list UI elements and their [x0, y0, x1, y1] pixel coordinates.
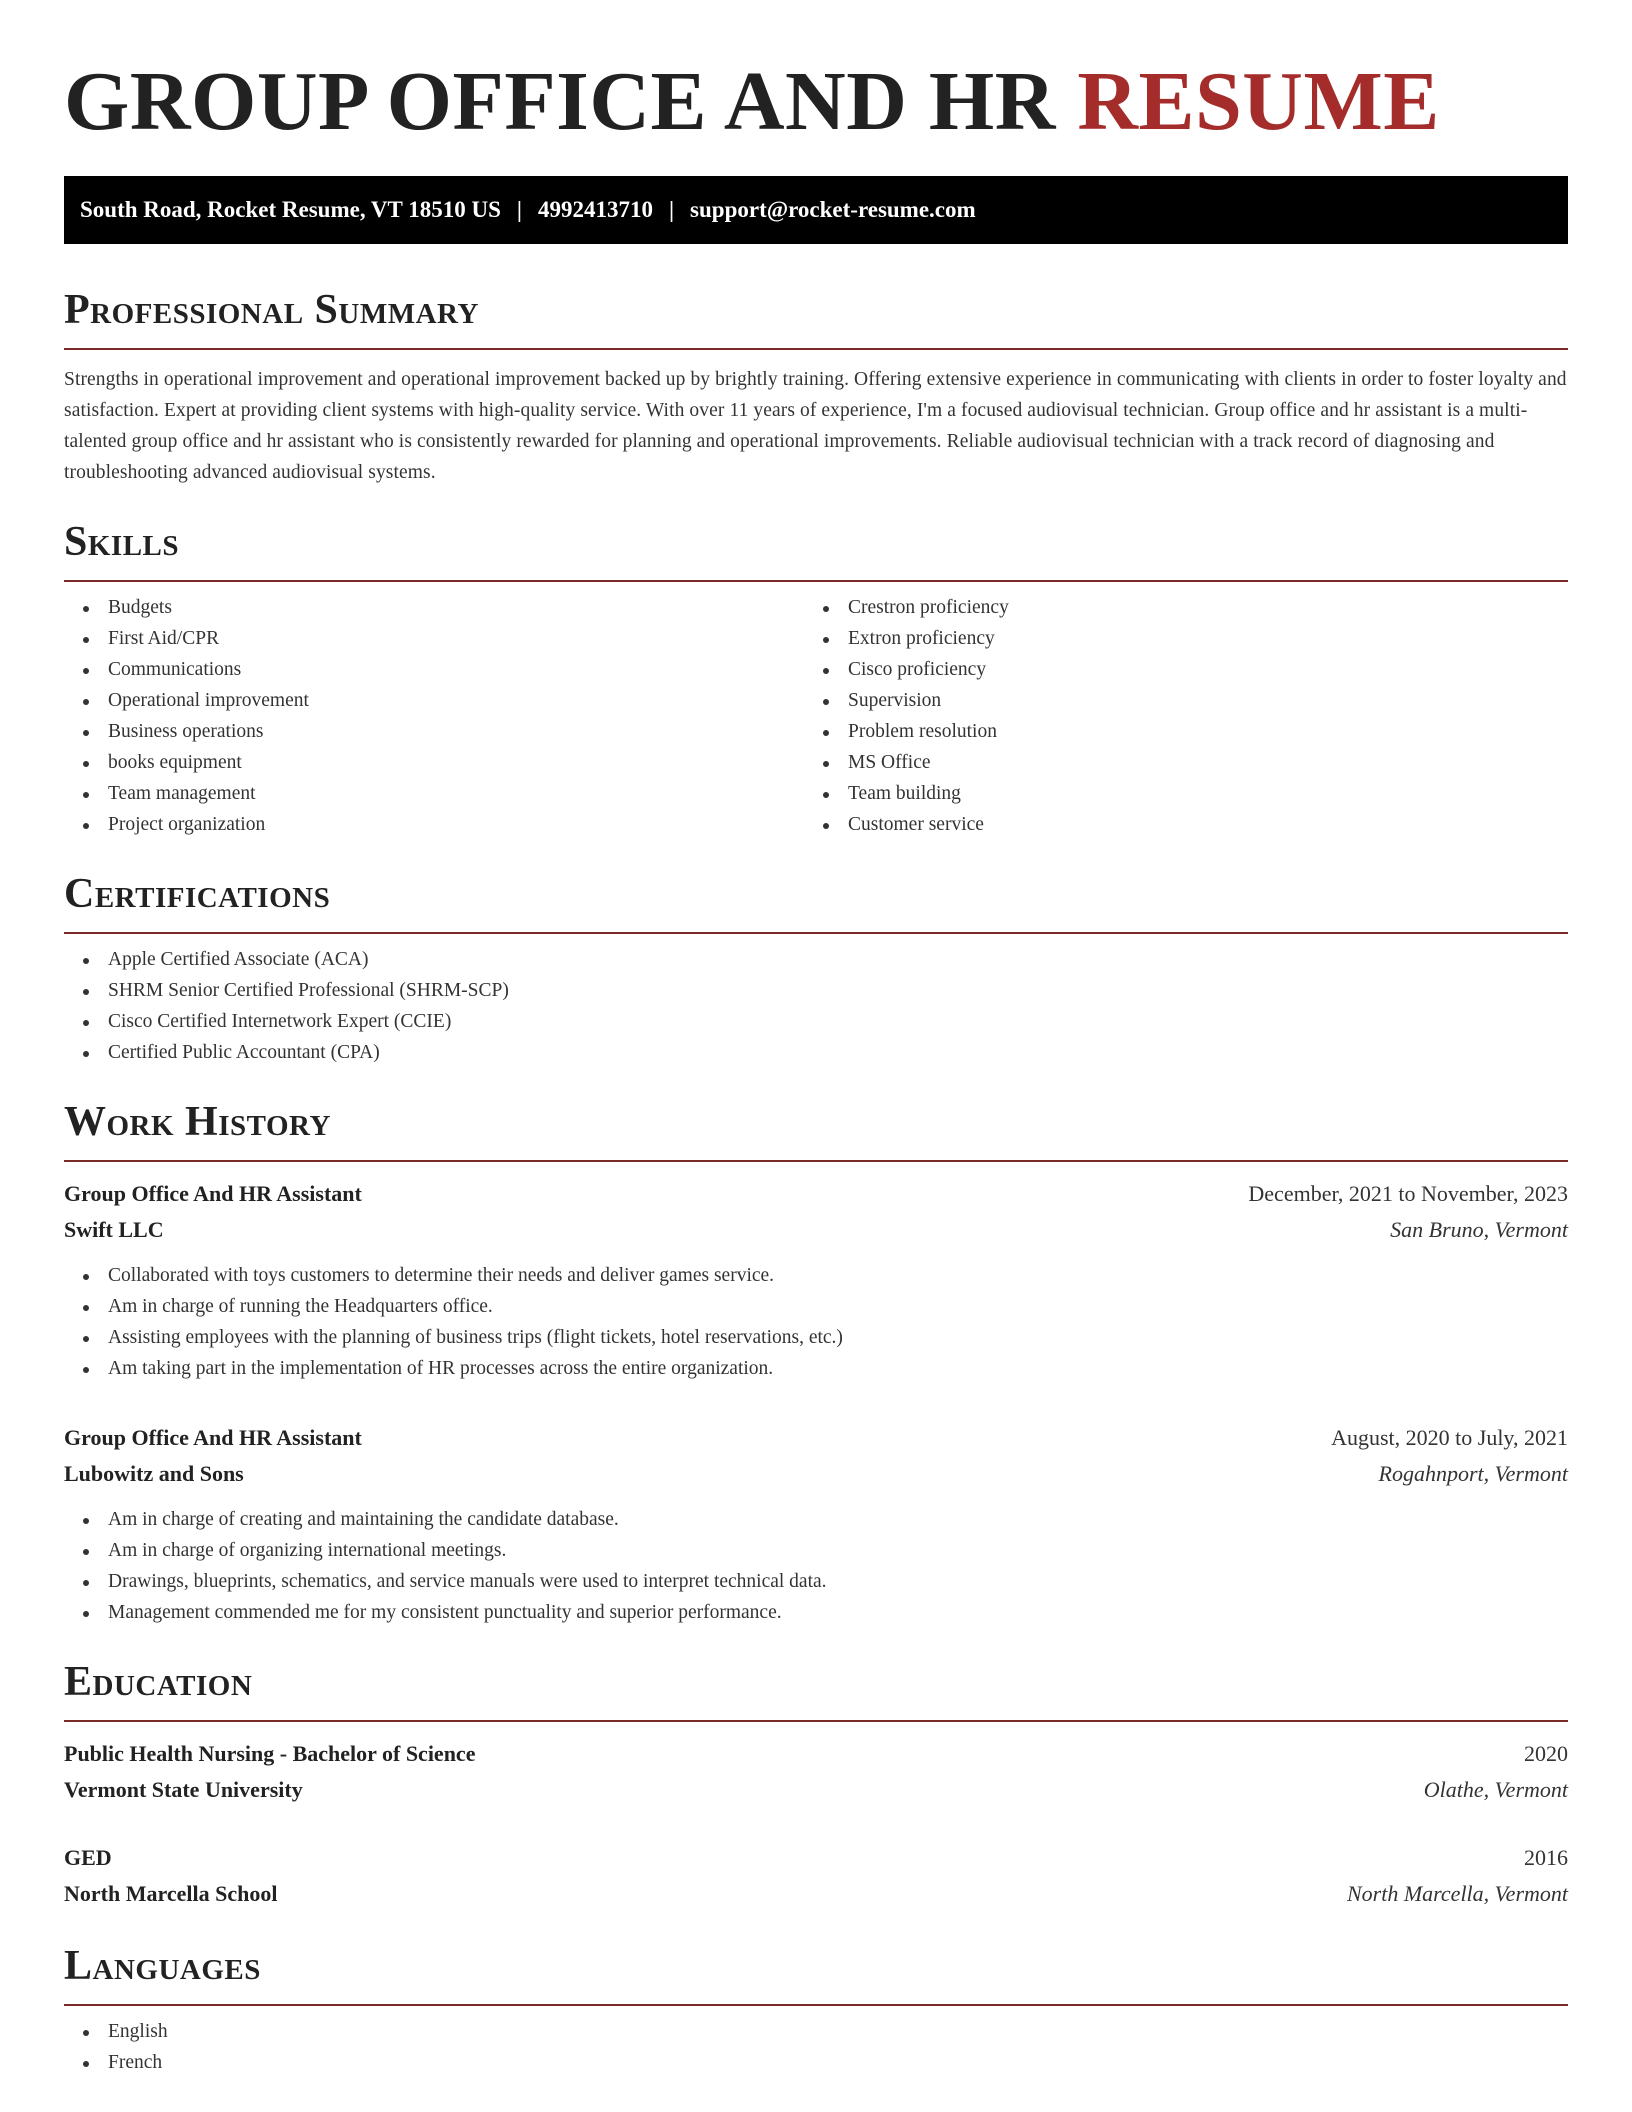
job-duties-list: [64, 1504, 1568, 1628]
skill-item: Cisco proficiency: [804, 654, 1544, 685]
education-section: [64, 1656, 1568, 1912]
education-location: North Marcella, Vermont: [1347, 1881, 1568, 1906]
skill-item: Project organization: [64, 809, 804, 840]
job-location: Rogahnport, Vermont: [1378, 1461, 1568, 1486]
job-title: Group Office And HR Assistant: [64, 1425, 362, 1450]
section-heading-education: Education: [64, 1659, 253, 1705]
education-school-row: [64, 1772, 1568, 1808]
job-header-row: [64, 1176, 1568, 1212]
certification-item: Certified Public Accountant (CPA): [64, 1037, 1568, 1068]
certification-item: Cisco Certified Internetwork Expert (CCIE): [64, 1006, 1568, 1037]
education-school-row: [64, 1876, 1568, 1912]
job-dates: December, 2021 to November, 2023: [1248, 1181, 1568, 1206]
education-school: North Marcella School: [64, 1881, 278, 1906]
summary-section: [64, 284, 1568, 488]
skill-item: MS Office: [804, 747, 1544, 778]
languages-list: [64, 2016, 1568, 2078]
skills-columns: [64, 582, 1568, 840]
job-company: Lubowitz and Sons: [64, 1461, 244, 1486]
certifications-list: [64, 944, 1568, 1068]
contact-phone: 4992413710: [537, 197, 653, 222]
section-divider: [64, 932, 1568, 934]
job-duties-list: [64, 1260, 1568, 1384]
language-item: English: [64, 2016, 1568, 2047]
contact-bar: [64, 176, 1568, 244]
section-divider: [64, 1720, 1568, 1722]
contact-address: South Road, Rocket Resume, VT 18510 US: [80, 197, 501, 222]
skills-list-left: [64, 592, 804, 840]
section-heading-languages: Languages: [64, 1943, 261, 1989]
certification-item: SHRM Senior Certified Professional (SHRM-SCP): [64, 975, 1568, 1006]
certification-item: Apple Certified Associate (ACA): [64, 944, 1568, 975]
skill-item: Communications: [64, 654, 804, 685]
title-accent: RESUME: [1077, 55, 1440, 148]
contact-separator: |: [516, 197, 522, 222]
education-year: 2020: [1524, 1741, 1568, 1766]
job-entry: [64, 1420, 1568, 1628]
section-divider: [64, 1160, 1568, 1162]
education-entry: [64, 1736, 1568, 1808]
languages-section: [64, 1940, 1568, 2078]
language-item: French: [64, 2047, 1568, 2078]
contact-separator: |: [668, 197, 675, 222]
skill-item: Business operations: [64, 716, 804, 747]
skill-item: Budgets: [64, 592, 804, 623]
skill-item: Team management: [64, 778, 804, 809]
job-dates: August, 2020 to July, 2021: [1331, 1425, 1568, 1450]
education-year: 2016: [1524, 1845, 1568, 1870]
certifications-section: [64, 868, 1568, 1068]
skill-item: Supervision: [804, 685, 1544, 716]
education-entry: [64, 1840, 1568, 1912]
education-degree: Public Health Nursing - Bachelor of Science: [64, 1741, 476, 1766]
section-heading-skills: Skills: [64, 519, 180, 565]
skill-item: Customer service: [804, 809, 1544, 840]
skill-item: Operational improvement: [64, 685, 804, 716]
job-entry: [64, 1176, 1568, 1384]
job-company-row: [64, 1456, 1568, 1492]
job-location: San Bruno, Vermont: [1390, 1217, 1568, 1242]
resume-title: [64, 52, 1568, 152]
section-heading-summary: Professional Summary: [64, 287, 479, 333]
skills-list-right: [804, 592, 1544, 840]
contact-email: support@rocket-resume.com: [690, 197, 976, 222]
skill-item: Crestron proficiency: [804, 592, 1544, 623]
job-duty: Drawings, blueprints, schematics, and service manuals were used to interpret technical data.: [64, 1566, 1568, 1597]
job-company-row: [64, 1212, 1568, 1248]
skills-section: [64, 516, 1568, 840]
education-degree: GED: [64, 1845, 112, 1870]
section-heading-work-history: Work History: [64, 1099, 331, 1145]
job-duty: Assisting employees with the planning of business trips (flight tickets, hotel reservations, etc.): [64, 1322, 1568, 1353]
skill-item: First Aid/CPR: [64, 623, 804, 654]
education-location: Olathe, Vermont: [1423, 1777, 1568, 1802]
section-divider: [64, 348, 1568, 350]
job-duty: Management commended me for my consistent punctuality and superior performance.: [64, 1597, 1568, 1628]
skill-item: Problem resolution: [804, 716, 1544, 747]
education-degree-row: [64, 1840, 1568, 1876]
skill-item: Team building: [804, 778, 1544, 809]
section-divider: [64, 2004, 1568, 2006]
skill-item: books equipment: [64, 747, 804, 778]
job-duty: Am in charge of organizing international meetings.: [64, 1535, 1568, 1566]
education-school: Vermont State University: [64, 1777, 303, 1802]
education-degree-row: [64, 1736, 1568, 1772]
job-duty: Collaborated with toys customers to determine their needs and deliver games service.: [64, 1260, 1568, 1291]
summary-text: Strengths in operational improvement and operational improvement backed up by brightly training. Offering extensive experience in communicating with clients in order to foster loyalty and satisfaction. Expert at providing client systems with high-quality service. With over 11 years of experience, I'm a focused audiovisual technician. Group office and hr assistant is a multi-talented group office and hr assistant who is consistently rewarded for planning and operational improvements. Reliable audiovisual technician with a track record of diagnosing and troubleshooting advanced audiovisual systems.: [64, 369, 1567, 483]
job-title: Group Office And HR Assistant: [64, 1181, 362, 1206]
job-header-row: [64, 1420, 1568, 1456]
section-heading-certifications: Certifications: [64, 871, 331, 917]
job-company: Swift LLC: [64, 1217, 164, 1242]
job-duty: Am in charge of running the Headquarters office.: [64, 1291, 1568, 1322]
skill-item: Extron proficiency: [804, 623, 1544, 654]
job-duty: Am in charge of creating and maintaining the candidate database.: [64, 1504, 1568, 1535]
work-history-section: [64, 1096, 1568, 1628]
title-main: GROUP OFFICE AND HR: [64, 55, 1056, 148]
job-duty: Am taking part in the implementation of HR processes across the entire organization.: [64, 1353, 1568, 1384]
